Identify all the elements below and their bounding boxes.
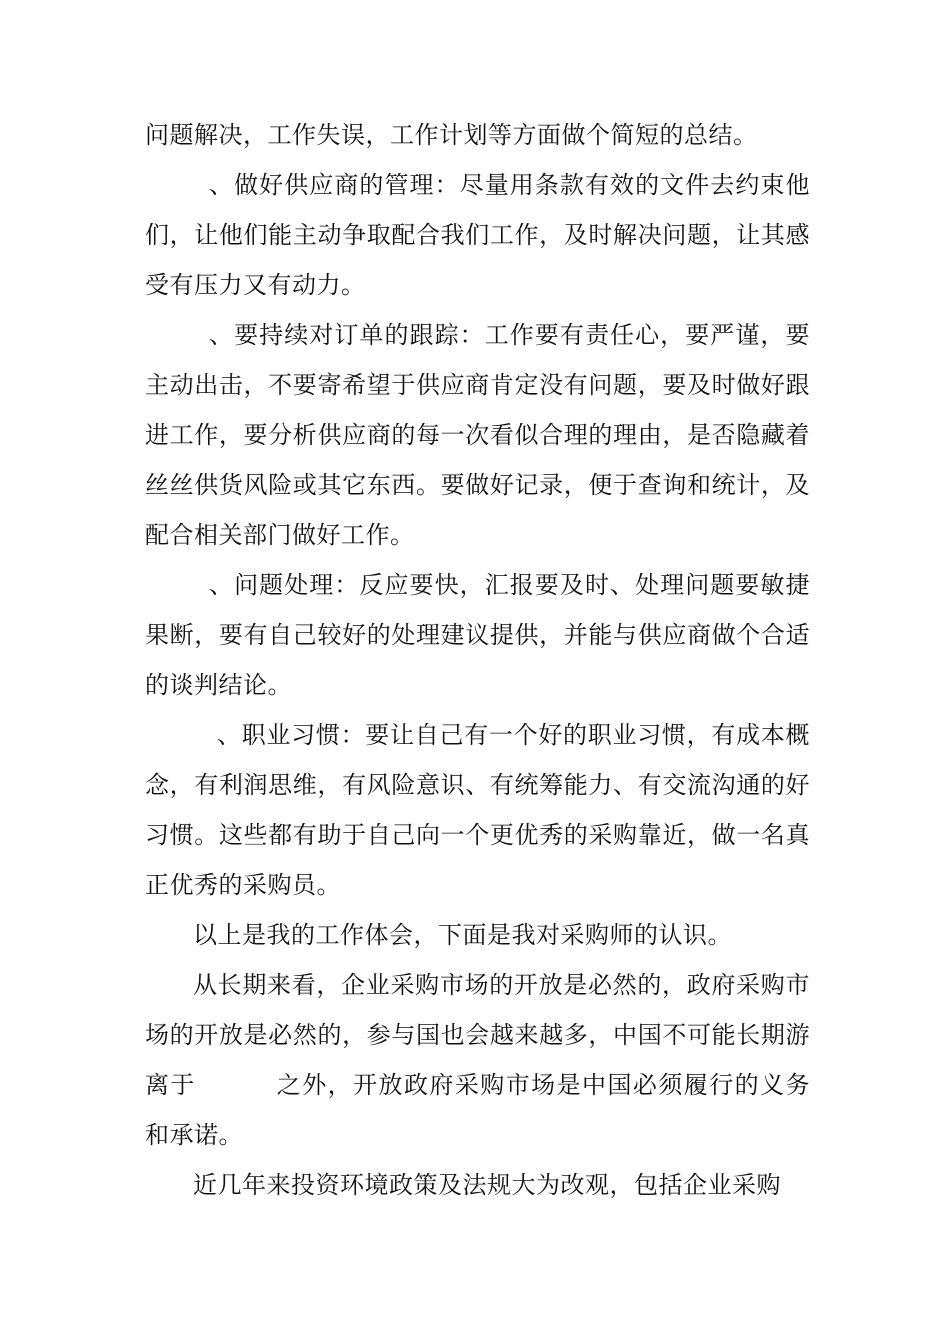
paragraph-7-part-2: 之外，开放政府采购市场是中国必须履行的义务和承诺。 <box>145 1071 811 1149</box>
document-body <box>145 110 810 1210</box>
paragraph-7 <box>145 960 810 1160</box>
paragraph-8: 近几年来投资环境政策及法规大为改观，包括企业采购 <box>193 1171 781 1199</box>
paragraph-5: 、职业习惯：要让自己有一个好的职业习惯，有成本概念，有利润思维，有风险意识、有统筹能力、有交流沟通的好习惯。这些都有助于自己向一个更优秀的采购靠近，做一名真正优秀的采购员。 <box>145 721 810 899</box>
paragraph-1: 问题解决，工作失误，工作计划等方面做个简短的总结。 <box>145 121 758 149</box>
paragraph-7-part-1: 从长期来看，企业采购市场的开放是必然的，政府采购市场的开放是必然的，参与国也会越来越多，中国不可能长期游离于 <box>145 971 810 1099</box>
paragraph-4: 、问题处理：反应要快，汇报要及时、处理问题要敏捷果断，要有自己较好的处理建议提供，并能与供应商做个合适的谈判结论。 <box>145 571 810 699</box>
paragraph-2: 、做好供应商的管理：尽量用条款有效的文件去约束他们，让他们能主动争取配合我们工作，及时解决问题，让其感受有压力又有动力。 <box>145 171 810 299</box>
paragraph-3: 、要持续对订单的跟踪：工作要有责任心，要严谨，要主动出击，不要寄希望于供应商肯定没有问题，要及时做好跟进工作，要分析供应商的每一次看似合理的理由，是否隐藏着丝丝供货风险或其它东西。要做好记录，便于查询和统计，及配合相关部门做好工作。 <box>145 321 810 549</box>
paragraph-6: 以上是我的工作体会，下面是我对采购师的认识。 <box>193 921 732 949</box>
